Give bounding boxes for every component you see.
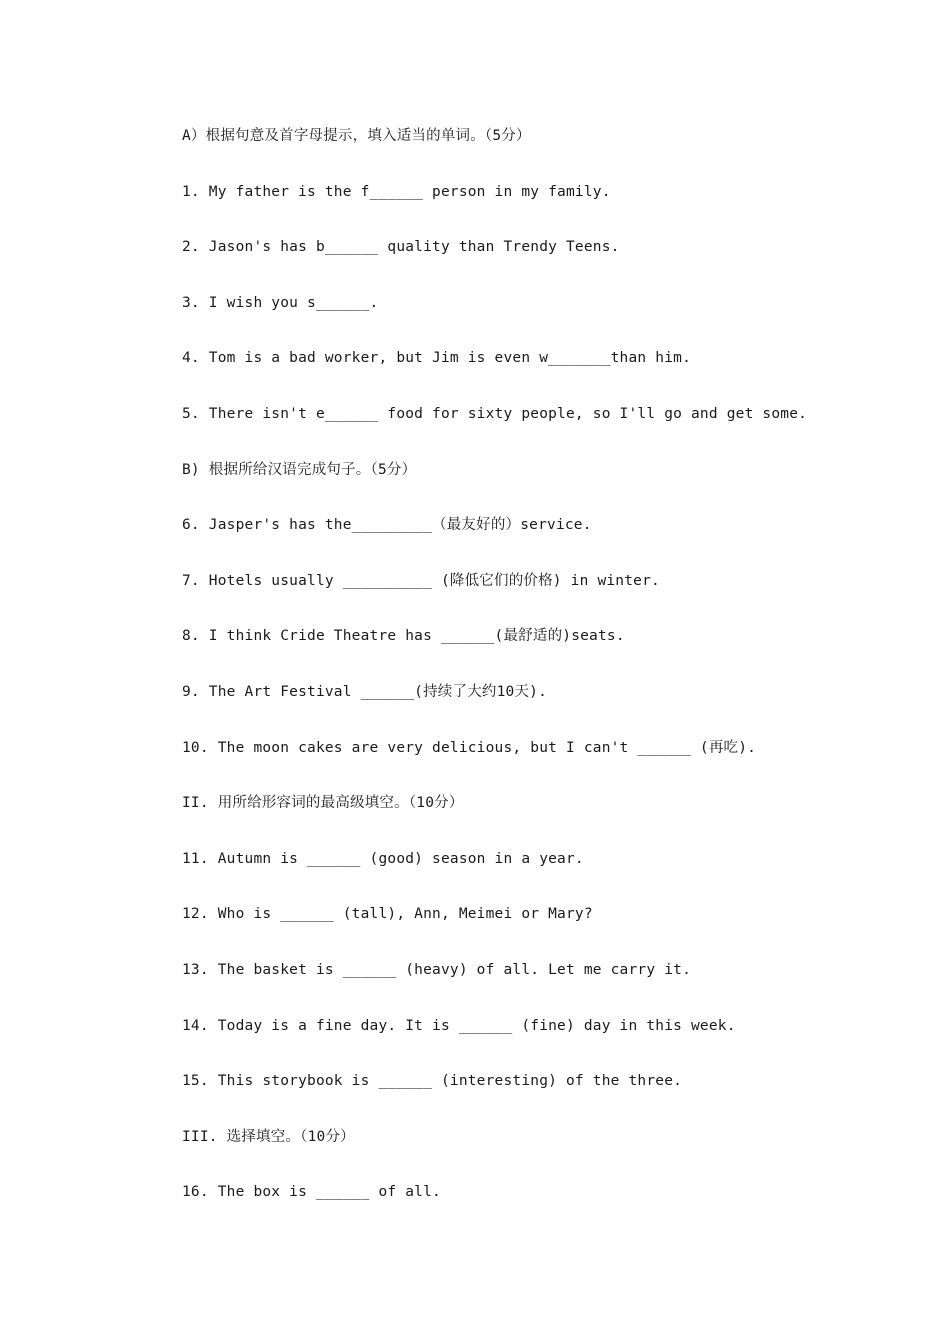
- section-b-heading: B) 根据所给汉语完成句子。（5分）: [182, 461, 417, 478]
- question-14: 14. Today is a fine day. It is ______ (fine) day in this week.: [182, 1017, 736, 1034]
- question-5: 5. There isn't e______ food for sixty people, so I'll go and get some.: [182, 405, 808, 422]
- question-15: 15. This storybook is ______ (interesting) of the three.: [182, 1073, 683, 1090]
- question-1: 1. My father is the f______ person in my family.: [182, 183, 611, 200]
- question-2: 2. Jason's has b______ quality than Trendy Teens.: [182, 239, 620, 256]
- question-12: 12. Who is ______ (tall), Ann, Meimei or Mary?: [182, 906, 593, 923]
- question-8: 8. I think Cride Theatre has ______(最舒适的)seats.: [182, 628, 625, 645]
- question-10: 10. The moon cakes are very delicious, but I can't ______ (再吃).: [182, 739, 757, 756]
- question-11: 11. Autumn is ______ (good) season in a year.: [182, 850, 584, 867]
- worksheet-content: [182, 124, 882, 1236]
- question-16: 16. The box is ______ of all.: [182, 1184, 441, 1201]
- question-4: 4. Tom is a bad worker, but Jim is even w_______than him.: [182, 350, 691, 367]
- section-iii-heading: III. 选择填空。（10分）: [182, 1128, 355, 1145]
- question-3: 3. I wish you s______.: [182, 294, 379, 311]
- question-6: 6. Jasper's has the_________（最友好的）service.: [182, 517, 592, 534]
- question-7: 7. Hotels usually __________ (降低它们的价格) in winter.: [182, 572, 660, 589]
- question-9: 9. The Art Festival ______(持续了大约10天).: [182, 683, 548, 700]
- section-a-heading: A）根据句意及首字母提示，填入适当的单词。（5分）: [182, 128, 531, 144]
- section-ii-heading: II. 用所给形容词的最高级填空。（10分）: [182, 795, 464, 812]
- question-13: 13. The basket is ______ (heavy) of all. Let me carry it.: [182, 961, 691, 978]
